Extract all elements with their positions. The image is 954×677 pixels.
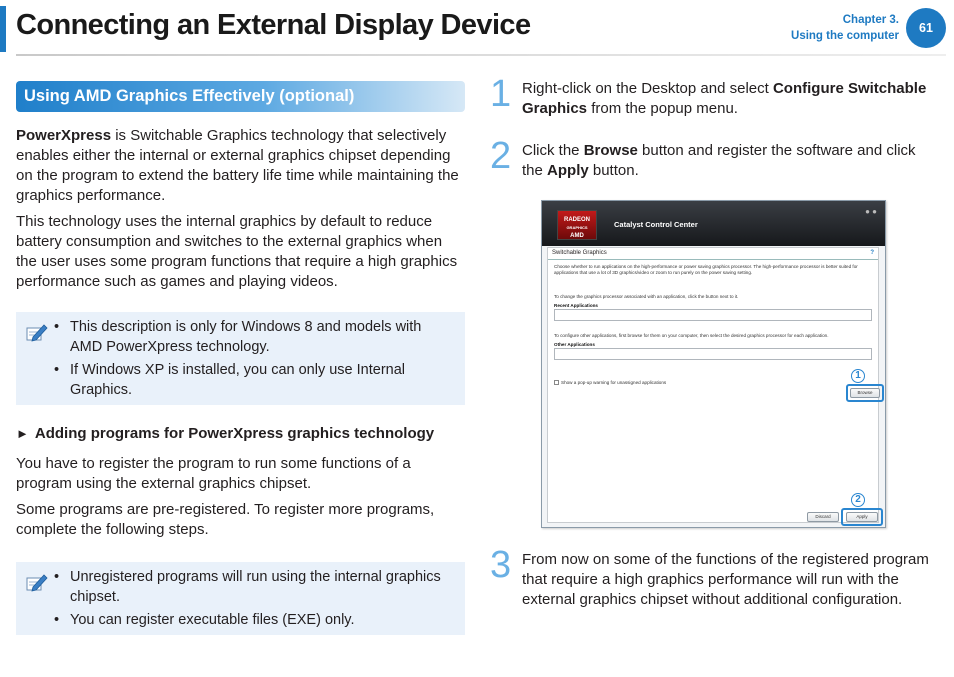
recent-hint: To change the graphics processor associated with an application, click the button next to it. [554,294,739,299]
catalyst-screenshot [541,200,886,528]
logo-text: RADEON [563,217,590,223]
chapter-number: Chapter 3. [842,14,899,26]
minimize-icon[interactable]: ● [865,207,870,216]
discard-button[interactable]: Discard [807,512,839,522]
note-item: • This description is only for Windows 8 and models with AMD PowerXpress technology. [54,318,453,357]
step-text-part: button. [588,162,639,179]
checkbox[interactable] [554,380,559,385]
arrow-icon: ► [16,426,29,441]
technology-paragraph: This technology uses the internal graphics by default to reduce battery consumption and switches to the external graphics when the user uses some program functions that require a high graphics performance such as games and playing videos. [16,213,458,290]
apply-highlight [841,508,883,526]
step-number: 1 [490,73,512,115]
note-box-2 [16,562,465,635]
intro-paragraph-text: is Switchable Graphics technology that selectively enables either the internal or external graphics chipset depending on the program to extend the battery life time while maintaining the graphics performance. [16,127,459,204]
intro-section [16,81,465,292]
warning-option[interactable] [548,380,878,386]
note-list-2 [54,568,453,631]
intro-paragraph [16,126,465,206]
page-header [0,0,954,58]
step-text-part: from the popup menu. [587,100,738,117]
step-number: 3 [490,544,512,586]
recent-apps-label: Recent Applications [554,303,598,308]
preregistered-paragraph: Some programs are pre-registered. To register more programs, complete the following steps. [16,501,435,538]
note-box-1 [16,312,465,405]
subsection-heading [16,425,465,442]
page-title: Connecting an External Display Device [16,9,531,41]
app-titlebar [542,201,885,246]
chapter-title: Using the computer [791,30,899,42]
step-text [522,79,940,119]
note-pencil-icon [24,322,48,344]
note-item: • Unregistered programs will run using the internal graphics chipset. [54,568,453,607]
header-accent-bar [0,6,6,52]
logo-text: GRAPHICS [566,225,588,230]
step-text-part: Click the [522,142,584,159]
close-icon[interactable]: ● [872,207,877,216]
window-controls[interactable] [865,207,877,216]
browse-term: Browse [583,142,638,159]
apply-button[interactable]: Apply [846,512,878,522]
recent-apps-list[interactable] [554,309,872,321]
subsection-body [16,444,465,540]
powerxpress-term: PowerXpress [16,127,112,144]
browse-button[interactable]: Browse [850,388,880,398]
apply-term: Apply [547,162,589,179]
section-heading: Using AMD Graphics Effectively (optional) [16,81,465,112]
step-text-part: Right-click on the Desktop and select [522,80,773,97]
panel-header [548,248,878,260]
step-text [522,141,940,181]
page-number-badge: 61 [906,8,946,48]
panel-description: Choose whether to run applications on the high-performance or power saving graphics processor. The high-performance processor is better suited for applications that use a lot of 3D graphics/video or zoom to run purely on the power saving setting. [554,264,858,275]
checkbox-label: Show a pop-up warning for unassigned applications [561,380,667,385]
other-apps-list[interactable] [554,348,872,360]
note-pencil-icon [24,572,48,594]
step-2 [490,135,940,181]
callout-badge-2: 2 [851,493,865,507]
step-3 [490,544,940,610]
switchable-graphics-panel [547,247,879,523]
chapter-label [791,12,899,44]
other-hint: To configure other applications, first browse for them on your computer, then select the desired graphics processor for each application. [554,333,829,338]
app-title: Catalyst Control Center [614,220,698,229]
header-divider [16,54,946,56]
logo-text: AMD [570,233,584,239]
other-apps-label: Other Applications [554,342,595,347]
note-list-1 [54,318,453,400]
register-paragraph: You have to register the program to run some functions of a program using the external graphics chipset. [16,455,411,492]
note-item: • If Windows XP is installed, you can only use Internal Graphics. [54,361,453,400]
menu-item-name: Configure Switchable Graphics [522,80,927,117]
step-text: From now on some of the functions of the registered program that require a high graphics performance will run with the external graphics chipset without additional configuration. [522,551,929,608]
browse-highlight [846,384,884,402]
step-1 [490,73,940,119]
step-number: 2 [490,135,512,177]
radeon-logo [557,210,597,240]
note-item: • You can register executable files (EXE) only. [54,611,453,631]
callout-badge-1: 1 [851,369,865,383]
panel-title: Switchable Graphics [552,250,607,256]
step-text-part: button and register the software and click the [522,142,916,179]
subsection-heading-text: Adding programs for PowerXpress graphics technology [34,425,435,442]
help-icon[interactable]: ? [870,250,874,256]
